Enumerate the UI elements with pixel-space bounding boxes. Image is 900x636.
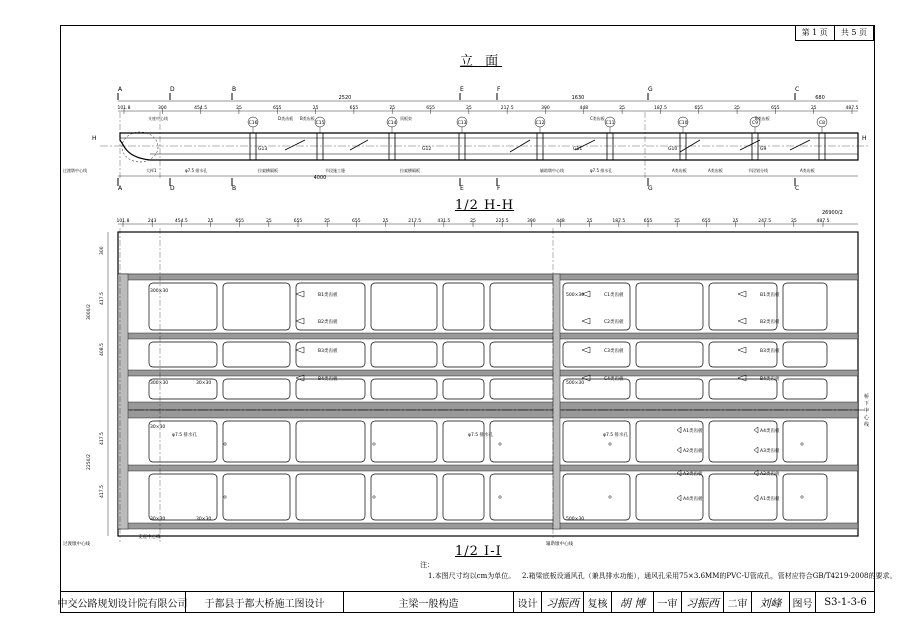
plan-dim-text: 25 — [324, 219, 331, 224]
drain-hole — [499, 443, 501, 445]
section-marker-bottom: B — [232, 185, 237, 192]
diaphragm — [607, 133, 613, 160]
section-marker-bottom: F — [497, 185, 501, 192]
web-band — [118, 274, 858, 280]
design-signature: 习振西 — [541, 592, 583, 613]
notes-head: 注： — [420, 561, 434, 569]
plan-dim-text: 487.5 — [816, 219, 830, 224]
diaphragm — [459, 133, 465, 160]
box-cell — [783, 421, 827, 462]
top-anchor-label: C3类齿板 — [604, 349, 624, 354]
box-cell — [490, 474, 557, 520]
top-dim-text: 25 — [236, 106, 242, 111]
plan-dim-text: 25 — [265, 219, 272, 224]
plan-bottom-label: 过渡墩中心线 — [63, 542, 90, 547]
section-marker-top: C — [795, 86, 800, 93]
web-band — [118, 465, 858, 471]
page-total: 共 5 页 — [834, 25, 873, 40]
plan-left-dim: 417.5 — [100, 485, 105, 498]
box-cell — [443, 342, 484, 367]
box-cell — [563, 474, 630, 520]
elevation-label-bottom: 拉索横隔板 — [258, 168, 278, 173]
chamfer-label: 500×30 — [566, 517, 585, 522]
right-axis-char: 下 — [864, 401, 870, 407]
top-dim-text: 655 — [771, 106, 780, 111]
top-dim-text: 448 — [579, 106, 589, 111]
elevation-label-bottom: 节段施工缝 — [325, 168, 345, 173]
anchor-block — [740, 140, 760, 150]
axis-label-h: H — [92, 135, 97, 142]
box-cell — [709, 421, 777, 462]
plan-dim-text: 25 — [732, 219, 739, 224]
plan-dim-text: 217.5 — [408, 219, 422, 224]
check-signature: 胡 博 — [611, 592, 653, 613]
section-marker-bottom: D — [170, 185, 175, 192]
box-cell — [223, 421, 290, 462]
chamfer-label: 500×30 — [566, 381, 585, 386]
ii-title: 1/2 I-I — [455, 544, 502, 559]
box-cell — [490, 379, 557, 399]
diaphragm — [389, 133, 395, 160]
diaphragm-label: C16 — [248, 121, 258, 126]
review2-label: 二审 — [723, 592, 751, 613]
plan-dim-text: 431.5 — [437, 219, 451, 224]
section-marker-bottom: A — [118, 185, 123, 192]
box-cell — [223, 342, 290, 367]
top-anchor-label: B3类齿板 — [760, 349, 780, 354]
bottom-anchor-label: A3类齿板 — [683, 472, 703, 477]
diaphragm-label: C11 — [605, 121, 615, 126]
drain-hole — [224, 496, 226, 498]
section-marker-top: B — [232, 86, 237, 93]
plan-left-dim: 417.5 — [100, 292, 105, 305]
plan-dim-text: 655 — [293, 219, 303, 224]
box-cell — [443, 474, 484, 520]
title-block — [57, 591, 875, 613]
box-cell — [783, 379, 827, 399]
box-cell — [783, 474, 827, 520]
anchor-block — [350, 140, 368, 150]
right-axis-char: 心 — [864, 415, 870, 421]
elevation-label-top: D类齿板 — [278, 116, 294, 121]
top-dim-text: 655 — [694, 106, 704, 111]
section-marker-top: E — [460, 86, 464, 93]
box-cell — [371, 342, 437, 367]
drawing-name: 主梁一般构造 — [343, 592, 513, 613]
box-cell — [296, 342, 365, 367]
section-marker-top: A — [118, 86, 123, 93]
diaphragm-label: C14 — [387, 121, 397, 126]
top-anchor-label: B1类齿板 — [760, 293, 780, 298]
cell-label: G10 — [668, 147, 678, 152]
chamfer-label: 300×30 — [150, 381, 169, 386]
plan-dim-text: 187.5 — [612, 219, 626, 224]
box-cell — [371, 283, 437, 330]
web-band — [118, 402, 858, 410]
overall-dim-bottom: 4000 — [313, 175, 327, 181]
elevation-label-bottom: 拉索横隔板 — [400, 168, 420, 173]
plan-left-dim: 3000/2 — [87, 304, 92, 320]
plan-left-dim: 417.5 — [100, 432, 105, 445]
drain-hole — [609, 496, 611, 498]
drain-hole — [224, 443, 226, 445]
elevation-label-bottom: 辅助墩中心线 — [540, 168, 564, 173]
box-cell — [371, 379, 437, 399]
elevation-label-bottom: A类齿板 — [800, 168, 815, 173]
top-flange-zone — [118, 232, 858, 274]
box-cell — [371, 474, 437, 520]
drain-hole — [373, 496, 375, 498]
elevation-label-bottom: A类齿板 — [672, 168, 687, 173]
axis-label-h: H — [862, 135, 867, 142]
top-dim-text: 390 — [541, 106, 550, 111]
section-marker-bottom: C — [795, 185, 800, 192]
chamfer-label: 30×30 — [196, 381, 212, 386]
anchor-symbol — [738, 318, 746, 324]
box-cell — [490, 283, 557, 330]
box-cell — [563, 342, 630, 367]
box-cell — [636, 421, 703, 462]
plan-right-dim: 26900/2 — [822, 210, 843, 216]
box-cell — [490, 421, 557, 462]
plan-dim-text: 390 — [527, 219, 536, 224]
solid-diaphragm — [118, 274, 128, 529]
plan-left-dim: 300 — [100, 246, 105, 255]
elevation-view — [63, 86, 870, 192]
box-cell — [709, 379, 777, 399]
elevation-title: 立 面 — [460, 54, 503, 69]
review2-signature: 刘峰 — [751, 592, 789, 613]
web-band — [118, 410, 858, 418]
anchor-symbol — [677, 427, 681, 433]
top-dim-text: 300 — [158, 106, 167, 111]
plan-dim-text: 243 — [147, 219, 157, 224]
top-anchor-label: B1类齿板 — [318, 293, 338, 298]
plan-dim-text: 247.5 — [758, 219, 772, 224]
anchor-symbol — [677, 495, 681, 501]
check-label: 复核 — [583, 592, 611, 613]
cell-label: G9 — [760, 147, 767, 152]
anchor-block — [790, 140, 810, 150]
org-name: 中交公路规划设计院有限公司 — [57, 599, 188, 610]
anchor-symbol — [738, 347, 746, 353]
plan-left-dim: 408.5 — [100, 343, 105, 356]
elevation-label-top: C类齿板 — [590, 116, 605, 121]
overall-dim-top: 680 — [815, 95, 825, 101]
top-anchor-label: C1类齿板 — [604, 293, 624, 298]
web-band — [118, 523, 858, 529]
bottom-anchor-label: A3类齿板 — [760, 449, 780, 454]
diaphragm — [752, 133, 758, 160]
top-anchor-label: C4类齿板 — [604, 377, 624, 382]
anchor-symbol — [296, 291, 304, 297]
elevation-label-bottom: φ7.5 排水孔 — [590, 168, 613, 173]
right-axis-char: 线 — [864, 422, 870, 428]
web-band — [118, 333, 858, 339]
elevation-label-bottom: 大样1 — [146, 168, 157, 173]
chamfer-label: 500×30 — [566, 293, 585, 298]
box-cell — [636, 283, 703, 330]
elevation-label-bottom: 过渡墩中心线 — [63, 168, 87, 173]
solid-diaphragm — [553, 274, 560, 529]
diaphragm-label: C12 — [535, 121, 545, 126]
diaphragm-label: C10 — [678, 121, 688, 126]
drain-label: φ7.5 排水孔 — [603, 433, 629, 438]
elevation-label-bottom: A类齿板 — [708, 168, 723, 173]
drawing-no: S3-1-3-6 — [815, 592, 875, 613]
page-current: 第 1 页 — [801, 28, 828, 37]
box-cell — [149, 474, 217, 520]
elevation-label-top: B类齿板 — [755, 116, 770, 121]
drain-label: φ7.5 排水孔 — [172, 433, 198, 438]
plan-dim-text: 655 — [702, 219, 711, 224]
diaphragm-label: C8 — [818, 121, 826, 126]
top-dim-text: 101.8 — [117, 106, 131, 111]
plan-view — [63, 210, 870, 547]
plan-left-dim: 2250/2 — [87, 454, 92, 470]
box-cell — [223, 283, 290, 330]
box-cell — [443, 421, 484, 462]
anchor-symbol — [677, 447, 681, 453]
note-2: 2.箱梁底板设通风孔（兼具排水功能），通风孔采用75×3.6MM的PVC-U管成孔，管材应符合GB/T4219-2008的要求。 — [521, 572, 897, 580]
anchor-symbol — [738, 291, 746, 297]
top-dim-text: 25 — [465, 106, 472, 111]
anchor-symbol — [754, 447, 758, 453]
plan-dim-text: 25 — [790, 219, 797, 224]
box-cell — [296, 474, 365, 520]
plan-dim-text: 448 — [556, 219, 565, 224]
bottom-anchor-label: A4类齿板 — [683, 497, 703, 502]
cell-label: G11 — [573, 147, 583, 152]
plan-bottom-label: 支座中心线 — [138, 535, 161, 540]
review1-label: 一审 — [653, 592, 681, 613]
diaphragm — [537, 133, 543, 160]
plan-dim-text: 25 — [586, 219, 593, 224]
right-axis-char: 桥 — [864, 394, 870, 400]
drain-hole — [373, 443, 375, 445]
top-dim-text: 25 — [389, 106, 396, 111]
box-cell — [783, 283, 827, 330]
box-cell — [149, 342, 217, 367]
plan-dim-text: 101.8 — [116, 219, 130, 224]
bottom-anchor-label: A1类齿板 — [760, 497, 780, 502]
box-cell — [709, 342, 777, 367]
top-dim-text: 655 — [272, 106, 282, 111]
drain-hole — [801, 496, 803, 498]
elevation-label-top: 顶板束 — [400, 116, 412, 121]
top-dim-text: 187.5 — [653, 106, 667, 111]
cell-label: G13 — [258, 147, 268, 152]
top-dim-text: 454.5 — [194, 106, 208, 111]
section-marker-top: F — [497, 86, 501, 93]
top-dim-text: 25 — [619, 106, 625, 111]
plan-dim-text: 25 — [674, 219, 681, 224]
diaphragm — [317, 133, 323, 160]
chamfer-label: 30×30 — [196, 517, 212, 522]
bottom-anchor-label: A1类齿板 — [683, 429, 703, 434]
diaphragm-label: C15 — [315, 121, 325, 126]
notes — [420, 560, 897, 582]
diaphragm — [819, 133, 825, 160]
plan-dim-text: 655 — [643, 219, 653, 224]
plan-dim-text: 25 — [207, 219, 214, 224]
diaphragm — [680, 133, 686, 160]
box-cell — [636, 342, 703, 367]
web-band — [118, 370, 858, 376]
section-marker-top: D — [170, 86, 175, 93]
org-cell — [57, 592, 188, 613]
note-1: 1.本图尺寸均以cm为单位。 — [428, 572, 516, 580]
elevation-label-top: B类齿板 — [300, 116, 315, 121]
review1-signature: 习振西 — [681, 592, 723, 613]
top-dim-text: 655 — [349, 106, 359, 111]
chamfer-label: 300×30 — [150, 289, 169, 294]
top-dim-text: 25 — [312, 106, 319, 111]
box-cell — [443, 283, 484, 330]
box-cell — [296, 379, 365, 399]
plan-dim-text: 655 — [235, 219, 244, 224]
anchor-symbol — [582, 318, 590, 324]
box-cell — [563, 421, 630, 462]
design-label: 设计 — [513, 592, 541, 613]
diaphragm-label: C13 — [457, 121, 467, 126]
top-anchor-label: B3类齿板 — [318, 349, 338, 354]
overall-dim-top: 2520 — [338, 95, 352, 101]
anchor-symbol — [582, 347, 590, 353]
section-marker-bottom: E — [460, 185, 464, 192]
drain-hole — [801, 443, 803, 445]
plan-dim-text: 454.5 — [174, 219, 188, 224]
plan-dim-text: 25 — [382, 219, 389, 224]
elevation-label-top: 支座中心线 — [148, 116, 168, 121]
bottom-anchor-label: A2类齿板 — [760, 472, 780, 477]
drain-label: φ7.5 排水孔 — [468, 433, 494, 438]
drawing-no-label: 图号 — [789, 592, 815, 613]
chamfer-label: 30×30 — [150, 425, 166, 430]
overall-dim-top: 1630 — [571, 95, 585, 101]
elevation-label-bottom: 节段划分线 — [748, 168, 768, 173]
top-anchor-label: B2类齿板 — [760, 320, 780, 325]
top-dim-text: 25 — [810, 106, 817, 111]
anchor-symbol — [296, 318, 304, 324]
top-anchor-label: C2类齿板 — [604, 320, 624, 325]
anchor-symbol — [296, 347, 304, 353]
box-cell — [443, 379, 484, 399]
plan-dim-text: 225.5 — [495, 219, 509, 224]
top-anchor-label: B2类齿板 — [318, 320, 338, 325]
top-dim-text: 217.5 — [500, 106, 514, 111]
right-axis-char: 中 — [864, 408, 870, 414]
project-name: 于都县于都大桥施工图设计 — [185, 592, 343, 613]
anchor-block — [285, 140, 305, 150]
diaphragm — [250, 133, 256, 160]
drain-hole — [499, 496, 501, 498]
anchor-symbol — [754, 427, 758, 433]
section-marker-top: G — [648, 86, 653, 93]
box-cell — [296, 421, 365, 462]
anchor-symbol — [754, 495, 758, 501]
bottom-anchor-label: A2类齿板 — [683, 449, 703, 454]
anchor-block — [680, 140, 700, 152]
diaphragm-label: C9 — [751, 121, 759, 126]
plan-dim-text: 25 — [470, 219, 476, 224]
box-cell — [223, 379, 290, 399]
bottom-anchor-label: A4类齿板 — [760, 429, 780, 434]
box-cell — [223, 474, 290, 520]
top-dim-text: 487.5 — [845, 106, 859, 111]
top-dim-text: 655 — [426, 106, 435, 111]
section-marker-bottom: G — [648, 185, 653, 192]
top-anchor-label: B4类齿板 — [318, 377, 338, 382]
plan-bottom-label: 辅助墩中心线 — [546, 542, 573, 547]
box-cell — [783, 342, 827, 367]
cell-label: G12 — [422, 147, 432, 152]
hh-title: 1/2 H-H — [455, 198, 515, 213]
chamfer-label: 30×30 — [150, 517, 166, 522]
box-cell — [490, 342, 557, 367]
plan-dim-text: 655 — [352, 219, 361, 224]
top-anchor-label: B4类齿板 — [760, 377, 780, 382]
top-dim-text: 25 — [734, 106, 740, 111]
box-cell — [636, 379, 703, 399]
drain-hole — [609, 443, 611, 445]
elevation-label-bottom: φ7.5 排水孔 — [185, 168, 208, 173]
box-cell — [371, 421, 437, 462]
